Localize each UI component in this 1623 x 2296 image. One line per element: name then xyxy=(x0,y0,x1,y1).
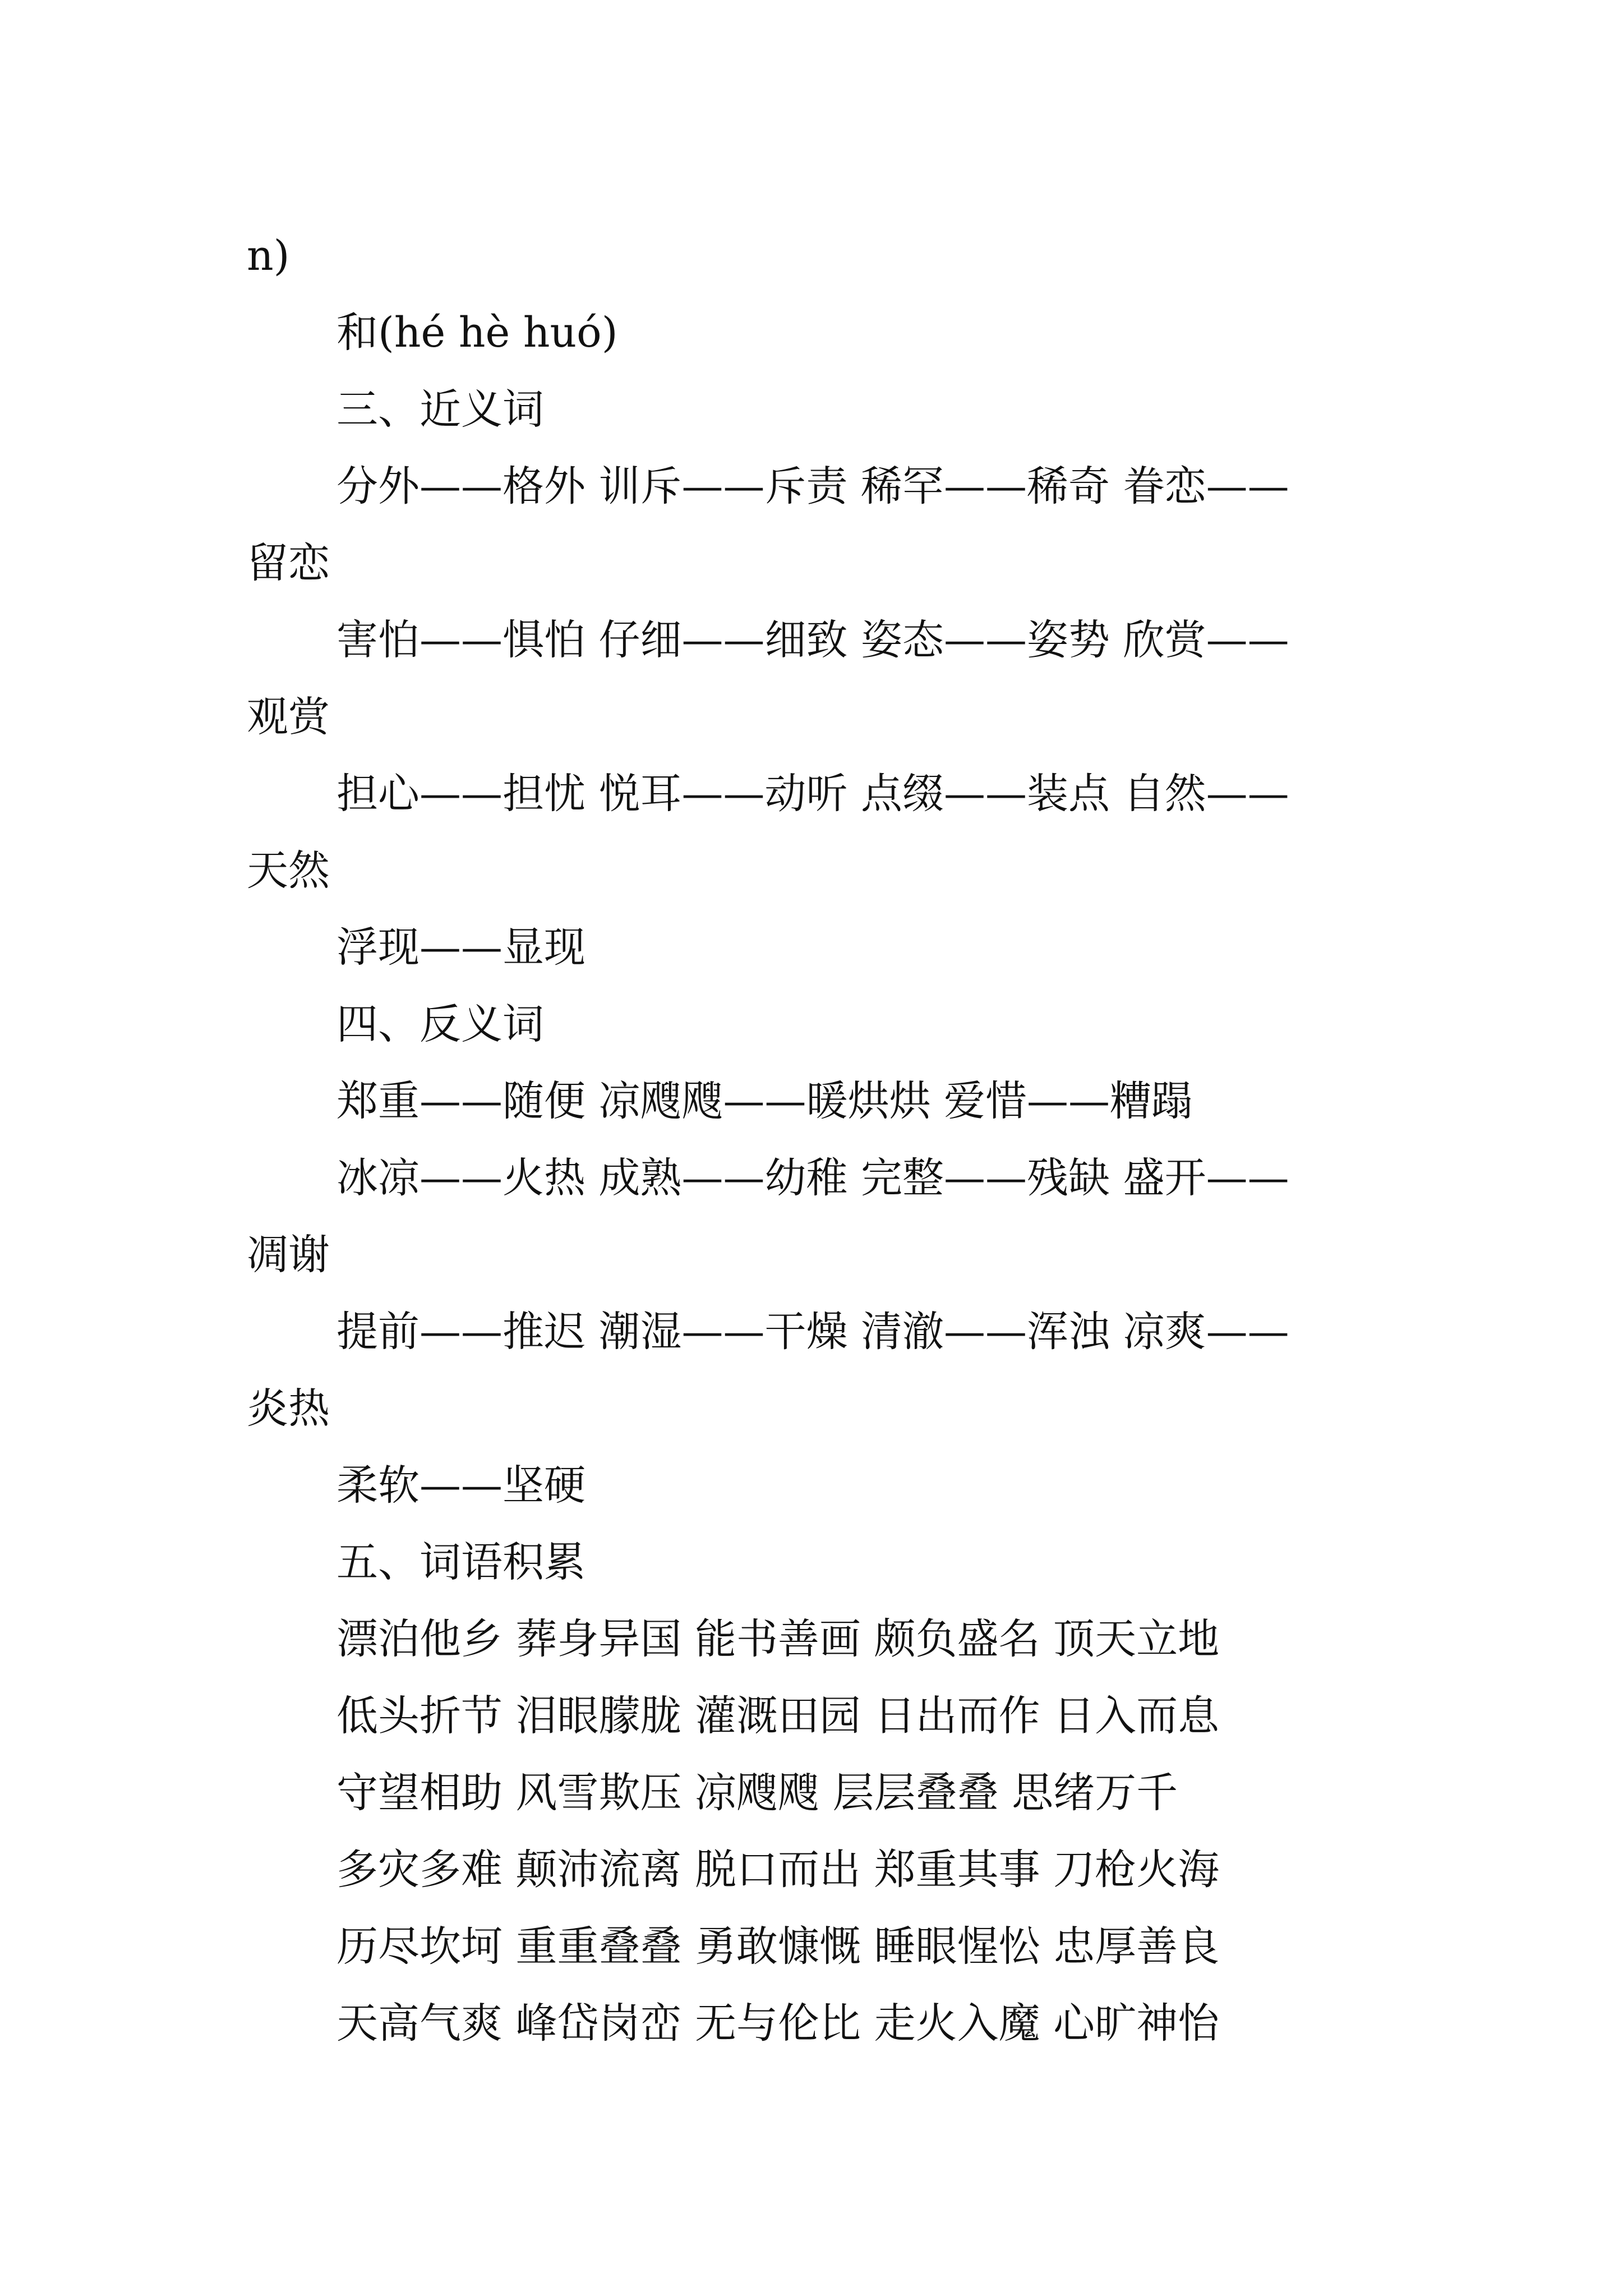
antonym-line: 冰凉——火热 成熟——幼稚 完整——残缺 盛开—— xyxy=(336,1154,1289,1202)
vocabulary-line: 历尽坎坷 重重叠叠 勇敢慷慨 睡眼惺忪 忠厚善良 xyxy=(336,1922,1220,1971)
section-heading-synonyms: 三、近义词 xyxy=(336,385,544,434)
section-heading-antonyms: 四、反义词 xyxy=(336,1000,544,1048)
vocabulary-line: 守望相助 风雪欺压 凉飕飕 层层叠叠 思绪万千 xyxy=(336,1769,1178,1817)
antonym-line-continued: 凋谢 xyxy=(247,1231,330,1279)
document-body xyxy=(247,218,1391,2062)
antonym-line-continued: 炎热 xyxy=(247,1384,330,1433)
synonym-line-continued: 天然 xyxy=(247,846,330,895)
antonym-line: 提前——推迟 潮湿——干燥 清澈——浑浊 凉爽—— xyxy=(336,1308,1289,1356)
pronunciation-line: 和(hé hè huó) xyxy=(336,309,618,357)
antonym-line: 柔软——坚硬 xyxy=(336,1461,585,1510)
vocabulary-line: 天高气爽 峰岱岗峦 无与伦比 走火入魔 心旷神怡 xyxy=(336,1999,1220,2047)
synonym-line: 分外——格外 训斥——斥责 稀罕——稀奇 眷恋—— xyxy=(336,462,1289,510)
synonym-line-continued: 留恋 xyxy=(247,539,330,587)
synonym-line: 浮现——显现 xyxy=(336,923,585,972)
synonym-line: 担心——担忧 悦耳——动听 点缀——装点 自然—— xyxy=(336,770,1289,818)
vocabulary-line: 多灾多难 颠沛流离 脱口而出 郑重其事 刀枪火海 xyxy=(336,1846,1220,1894)
section-heading-vocabulary: 五、词语积累 xyxy=(336,1538,585,1586)
vocabulary-line: 漂泊他乡 葬身异国 能书善画 颇负盛名 顶天立地 xyxy=(336,1615,1220,1663)
synonym-line: 害怕——惧怕 仔细——细致 姿态——姿势 欣赏—— xyxy=(336,616,1289,664)
antonym-line: 郑重——随便 凉飕飕——暖烘烘 爱惜——糟蹋 xyxy=(336,1077,1193,1125)
text-line: n) xyxy=(247,232,290,280)
vocabulary-line: 低头折节 泪眼朦胧 灌溉田园 日出而作 日入而息 xyxy=(336,1692,1220,1740)
synonym-line-continued: 观赏 xyxy=(247,693,330,741)
